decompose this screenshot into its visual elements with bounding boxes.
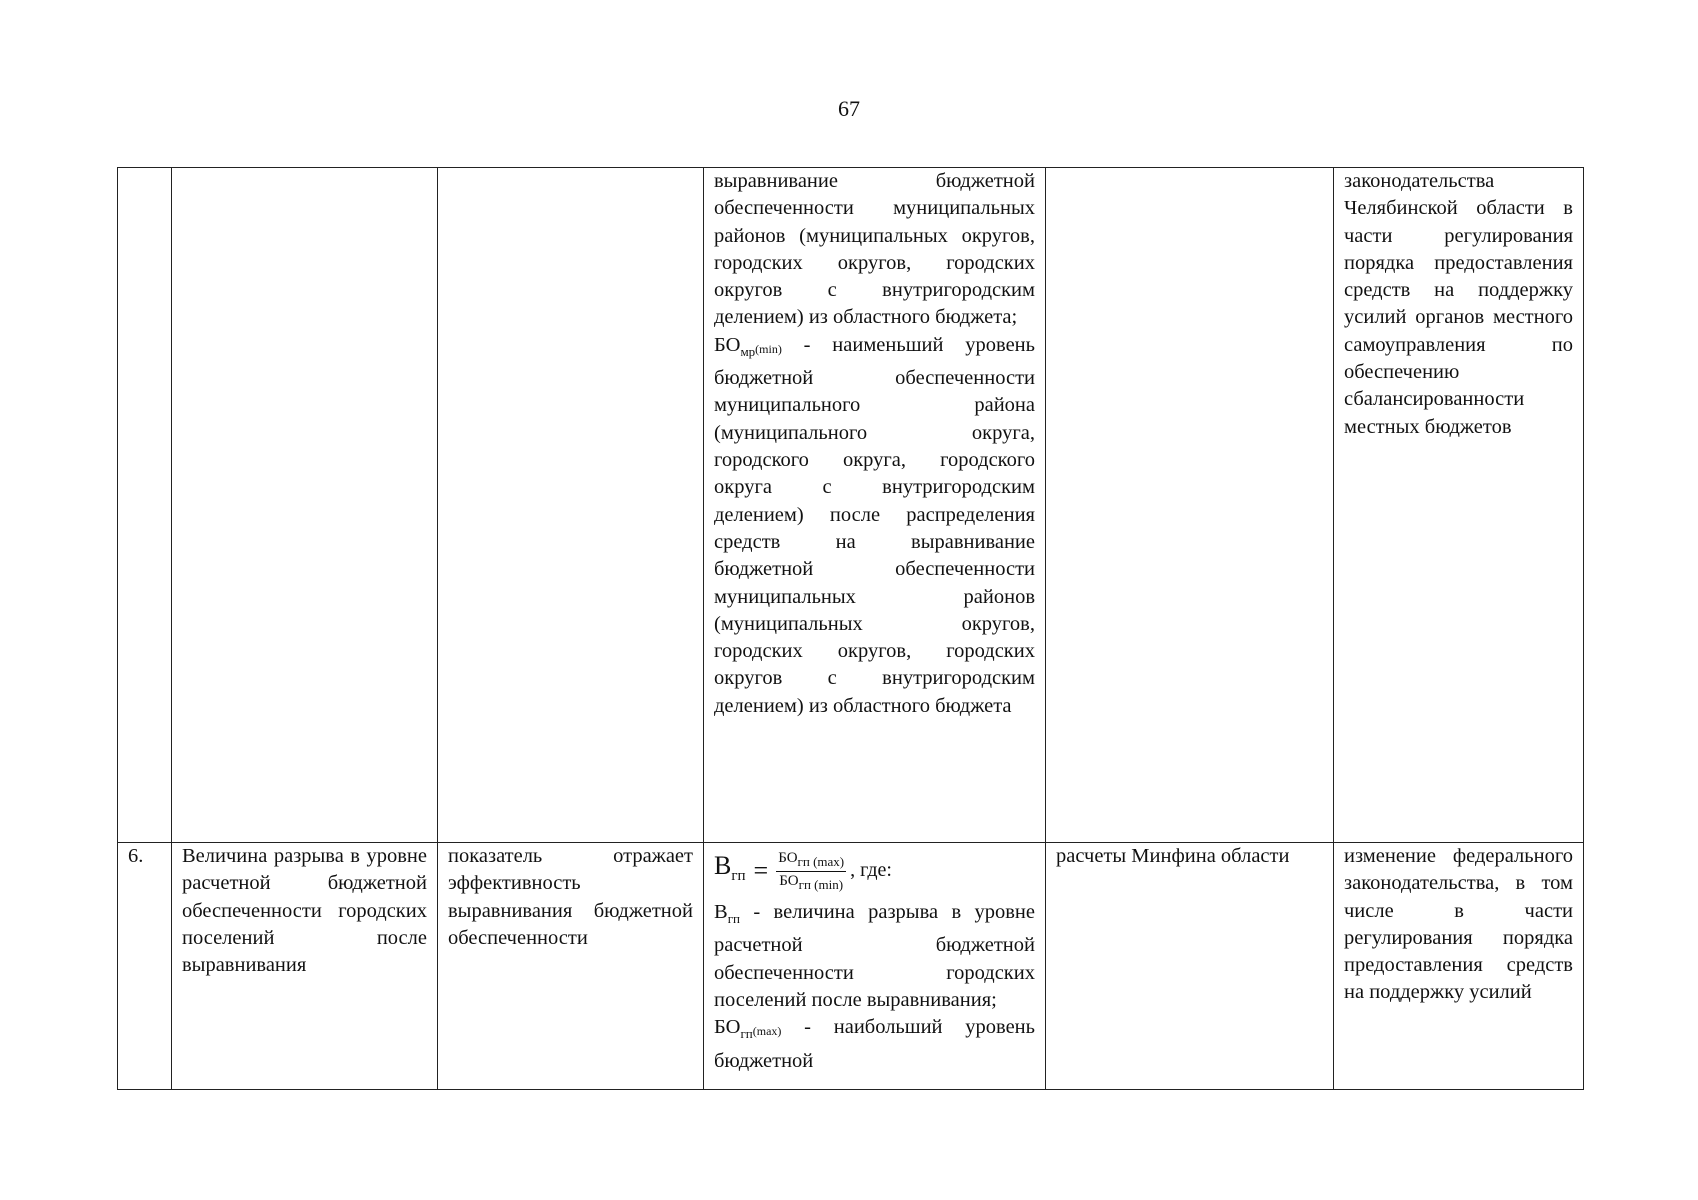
method-text: выравнивание бюджетной обеспеченности муниципальных районов (муниципальных округов, городских округов, городских округов с внутригородским делением) из областного бюджета; xyxy=(714,170,1035,329)
symbol-subscript-bound: (max) xyxy=(752,1024,782,1039)
indicator-description-cell xyxy=(438,168,704,843)
formula-tail: , где: xyxy=(850,859,892,882)
row-number-cell: 6. xyxy=(118,843,172,1090)
definition-text: - наибольший уровень бюджетной xyxy=(714,1016,1035,1072)
method-text: - наименьший уровень бюджетной обеспеченности муниципального района (муниципального округа, городского округа, городского округа с внутригородским делением) после распределения средств на выравнивание бюджетной обеспеченности муниципальных районов (муниципальных округов, городских округов, городских округов с внутригородским делением) из областного бюджета xyxy=(714,333,1035,717)
symbol-subscript: гп xyxy=(727,911,740,927)
indicator-name-cell xyxy=(172,168,438,843)
symbol-bo: БО xyxy=(714,1016,741,1039)
page-number: 67 xyxy=(838,96,860,121)
formula-lhs: $В_{гп}$ xyxy=(714,850,746,884)
formula-numerator: $БО_{гп (max)}$ xyxy=(776,849,846,872)
row-number-cell xyxy=(118,168,172,843)
symbol-v: В xyxy=(714,901,728,923)
calculation-method-cell xyxy=(704,843,1046,1090)
formula-fraction xyxy=(776,849,846,894)
indicator-description-cell: показатель отражает эффективность выравнивания бюджетной обеспеченности xyxy=(438,843,704,1090)
calculation-method-cell xyxy=(704,168,1046,843)
table-row xyxy=(118,843,1584,1090)
symbol-bo: БО xyxy=(714,333,741,356)
influencing-factors-cell: законодательства Челябинской области в части регулирования порядка предоставления средств на поддержку усилий органов местного самоуправления по обеспечению сбалансированности местных бюджетов xyxy=(1334,168,1584,843)
data-source-cell: расчеты Минфина области xyxy=(1046,843,1334,1090)
symbol-subscript-bound: (min) xyxy=(755,341,782,356)
indicator-name-cell: Величина разрыва в уровне расчетной бюджетной обеспеченности городских поселений после выравнивания xyxy=(172,843,438,1090)
table-row xyxy=(118,168,1584,843)
definition-text: - величина разрыва в уровне расчетной бюджетной обеспеченности городских поселений после выравнивания; xyxy=(714,901,1035,1011)
formula-equals: = xyxy=(753,856,769,886)
symbol-subscript: гп xyxy=(740,1026,753,1042)
data-source-cell xyxy=(1046,168,1334,843)
formula xyxy=(714,843,1035,899)
influencing-factors-cell: изменение федерального законодательства, в том числе в части регулирования порядка предоставления средств на поддержку усилий xyxy=(1334,843,1584,1090)
symbol-subscript: мр xyxy=(740,343,756,359)
indicators-table xyxy=(117,167,1584,1090)
formula-denominator: $БО_{гп (min)}$ xyxy=(779,872,844,892)
